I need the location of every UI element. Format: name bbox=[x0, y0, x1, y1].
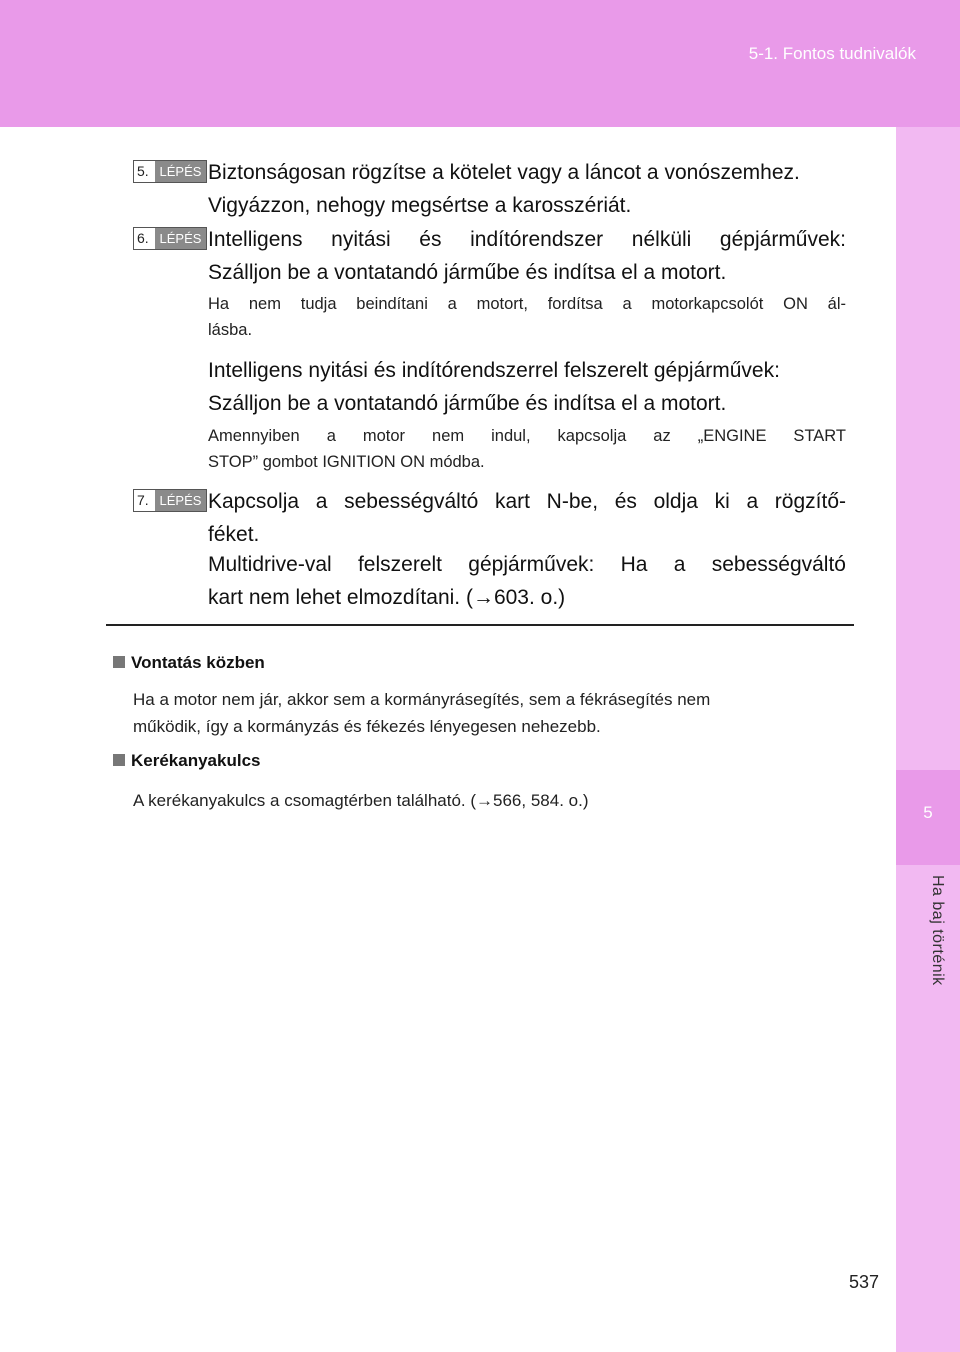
step-label: LÉPÉS bbox=[155, 490, 206, 511]
step-5-line-2: Vigyázzon, nehogy megsértse a karosszériát. bbox=[208, 194, 632, 217]
step-5-line-1: Biztonságosan rögzítse a kötelet vagy a láncot a vonószemhez. bbox=[208, 161, 800, 184]
note-1-line-1: Ha a motor nem jár, akkor sem a kormányrásegítés, sem a fékrásegítés nem bbox=[133, 690, 711, 709]
note-2-title: Kerékanyakulcs bbox=[131, 751, 261, 770]
square-bullet-icon bbox=[113, 656, 125, 668]
step-6-note-2: lásba. bbox=[208, 321, 253, 339]
step-number: 5. bbox=[137, 163, 149, 179]
section-title: 5-1. Fontos tudnivalók bbox=[748, 44, 916, 63]
page-number: 537 bbox=[849, 1272, 880, 1292]
step-7-line-1: Kapcsolja a sebességváltó kart N-be, és oldja ki a rögzítő- bbox=[208, 490, 846, 513]
step-7-line-4: kart nem lehet elmozdítani. (→603. o.) bbox=[208, 586, 566, 609]
step-label: LÉPÉS bbox=[155, 228, 206, 249]
step-label: LÉPÉS bbox=[155, 161, 206, 182]
chapter-title: Ha baj történik bbox=[929, 875, 946, 986]
step-5-badge bbox=[133, 160, 207, 183]
note-1-line-2: működik, így a kormányzás és fékezés lényegesen nehezebb. bbox=[133, 717, 601, 736]
chapter-number: 5 bbox=[923, 803, 933, 822]
step-6-badge bbox=[133, 227, 207, 250]
note-1-title: Vontatás közben bbox=[131, 653, 265, 672]
step-6-note-3: Amennyiben a motor nem indul, kapcsolja az „ENGINE START bbox=[208, 427, 846, 445]
step-6-line-4: Szálljon be a vontatandó járműbe és indítsa el a motort. bbox=[208, 392, 727, 415]
step-6-line-3: Intelligens nyitási és indítórendszerrel felszerelt gépjárművek: bbox=[208, 359, 780, 382]
step-7-line-3: Multidrive-val felszerelt gépjárművek: Ha a sebességváltó bbox=[208, 553, 846, 576]
step-7-badge bbox=[133, 489, 207, 512]
page-header bbox=[0, 0, 960, 127]
step-6-note-4: STOP” gombot IGNITION ON módba. bbox=[208, 453, 485, 471]
step-7-line-2: féket. bbox=[208, 523, 260, 546]
divider bbox=[106, 624, 854, 626]
square-bullet-icon bbox=[113, 754, 125, 766]
step-number: 6. bbox=[137, 230, 149, 246]
step-6-line-1: Intelligens nyitási és indítórendszer nélküli gépjárművek: bbox=[208, 228, 846, 251]
step-number: 7. bbox=[137, 492, 149, 508]
chapter-number-tab bbox=[896, 770, 960, 865]
step-6-note-1: Ha nem tudja beindítani a motort, fordítsa a motorkapcsolót ON ál- bbox=[208, 295, 846, 313]
step-6-line-2: Szálljon be a vontatandó járműbe és indítsa el a motort. bbox=[208, 261, 727, 284]
note-2-heading bbox=[113, 751, 260, 771]
chapter-tab-column bbox=[896, 127, 960, 1352]
note-2-line-1: A kerékanyakulcs a csomagtérben található. (→566, 584. o.) bbox=[133, 791, 589, 810]
note-1-heading bbox=[113, 653, 265, 673]
